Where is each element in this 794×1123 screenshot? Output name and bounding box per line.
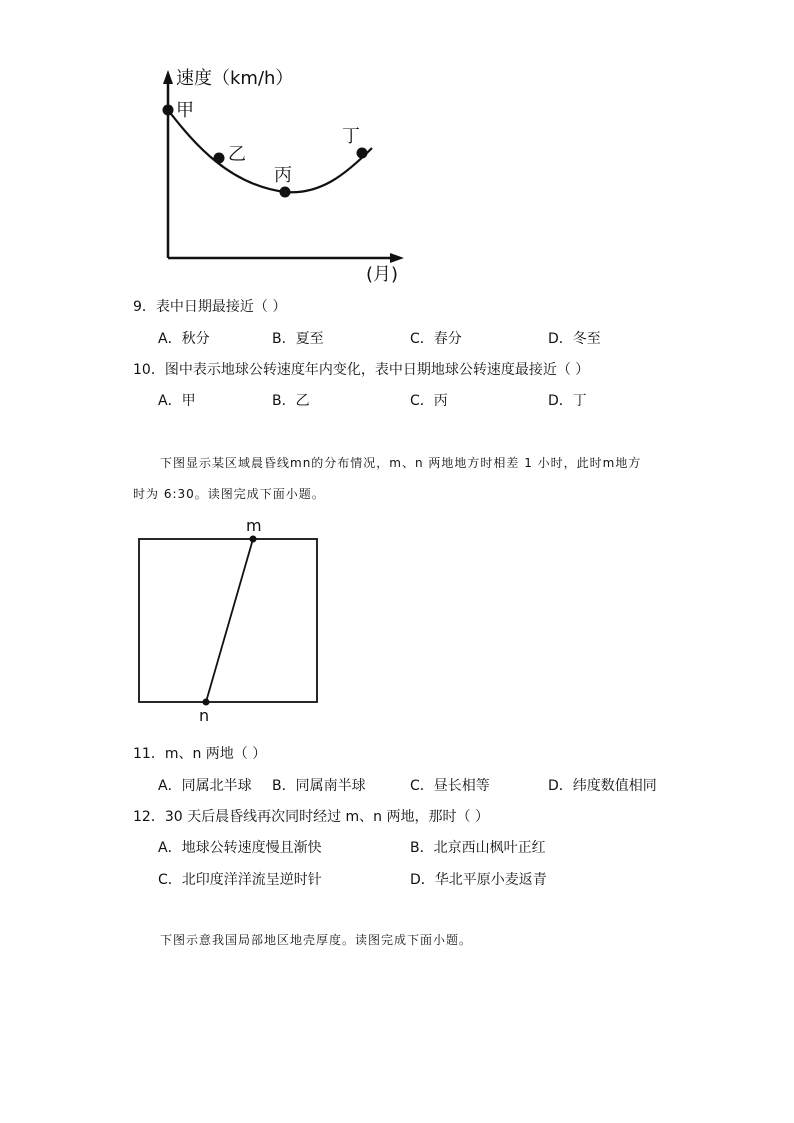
label-yi: 乙 bbox=[228, 144, 246, 165]
q12-option-b[interactable]: B．北京西山枫叶正红 bbox=[410, 840, 546, 856]
orbital-speed-figure bbox=[150, 60, 420, 290]
q10-option-a[interactable]: A．甲 bbox=[158, 393, 196, 409]
q11-option-c[interactable]: C．昼长相等 bbox=[410, 778, 490, 794]
intro-2-line-2: 时为 6:30。读图完成下面小题。 bbox=[133, 487, 325, 501]
point-jia bbox=[163, 105, 174, 116]
label-m: m bbox=[246, 516, 262, 535]
question-12-stem: 12．30 天后晨昏线再次同时经过 m、n 两地，那时（ ） bbox=[133, 809, 489, 825]
point-ding bbox=[357, 148, 368, 159]
q10-option-b[interactable]: B．乙 bbox=[272, 393, 310, 409]
question-10-stem: 10．图中表示地球公转速度年内变化，表中日期地球公转速度最接近（ ） bbox=[133, 362, 590, 378]
label-jia: 甲 bbox=[176, 100, 194, 121]
q9-option-a[interactable]: A．秋分 bbox=[158, 331, 210, 347]
question-9-stem: 9．表中日期最接近（ ） bbox=[133, 299, 287, 315]
intro-2-line-1: 下图显示某区域晨昏线mn的分布情况，m、n 两地地方时相差 1 小时，此时m地方 bbox=[160, 456, 642, 470]
q11-option-a[interactable]: A．同属北半球 bbox=[158, 778, 252, 794]
x-axis-arrow bbox=[390, 253, 404, 263]
point-yi bbox=[214, 153, 225, 164]
q12-option-a[interactable]: A．地球公转速度慢且渐快 bbox=[158, 840, 322, 856]
q10-option-c[interactable]: C．丙 bbox=[410, 393, 448, 409]
speed-curve bbox=[168, 110, 372, 192]
point-bing bbox=[280, 187, 291, 198]
q12-option-d[interactable]: D．华北平原小麦返青 bbox=[410, 872, 547, 888]
q12-option-c[interactable]: C．北印度洋洋流呈逆时针 bbox=[158, 872, 322, 888]
label-ding: 丁 bbox=[342, 126, 360, 147]
terminator-figure bbox=[130, 512, 330, 727]
label-n: n bbox=[199, 706, 210, 725]
question-11-stem: 11．m、n 两地（ ） bbox=[133, 746, 267, 762]
terminator-line bbox=[206, 539, 253, 702]
q9-option-c[interactable]: C．春分 bbox=[410, 331, 462, 347]
intro-3-line-1: 下图示意我国局部地区地壳厚度。读图完成下面小题。 bbox=[160, 933, 473, 947]
region-box bbox=[139, 539, 317, 702]
y-axis-label: 速度（km/h） bbox=[176, 68, 294, 89]
point-m bbox=[250, 536, 257, 543]
q10-option-d[interactable]: D．丁 bbox=[548, 393, 587, 409]
q11-option-d[interactable]: D．纬度数值相同 bbox=[548, 778, 657, 794]
x-axis-label: (月) bbox=[366, 264, 399, 285]
q9-option-b[interactable]: B．夏至 bbox=[272, 331, 324, 347]
q9-option-d[interactable]: D．冬至 bbox=[548, 331, 601, 347]
label-bing: 丙 bbox=[274, 165, 292, 186]
point-n bbox=[203, 699, 210, 706]
q11-option-b[interactable]: B．同属南半球 bbox=[272, 778, 366, 794]
y-axis-arrow bbox=[163, 70, 173, 84]
